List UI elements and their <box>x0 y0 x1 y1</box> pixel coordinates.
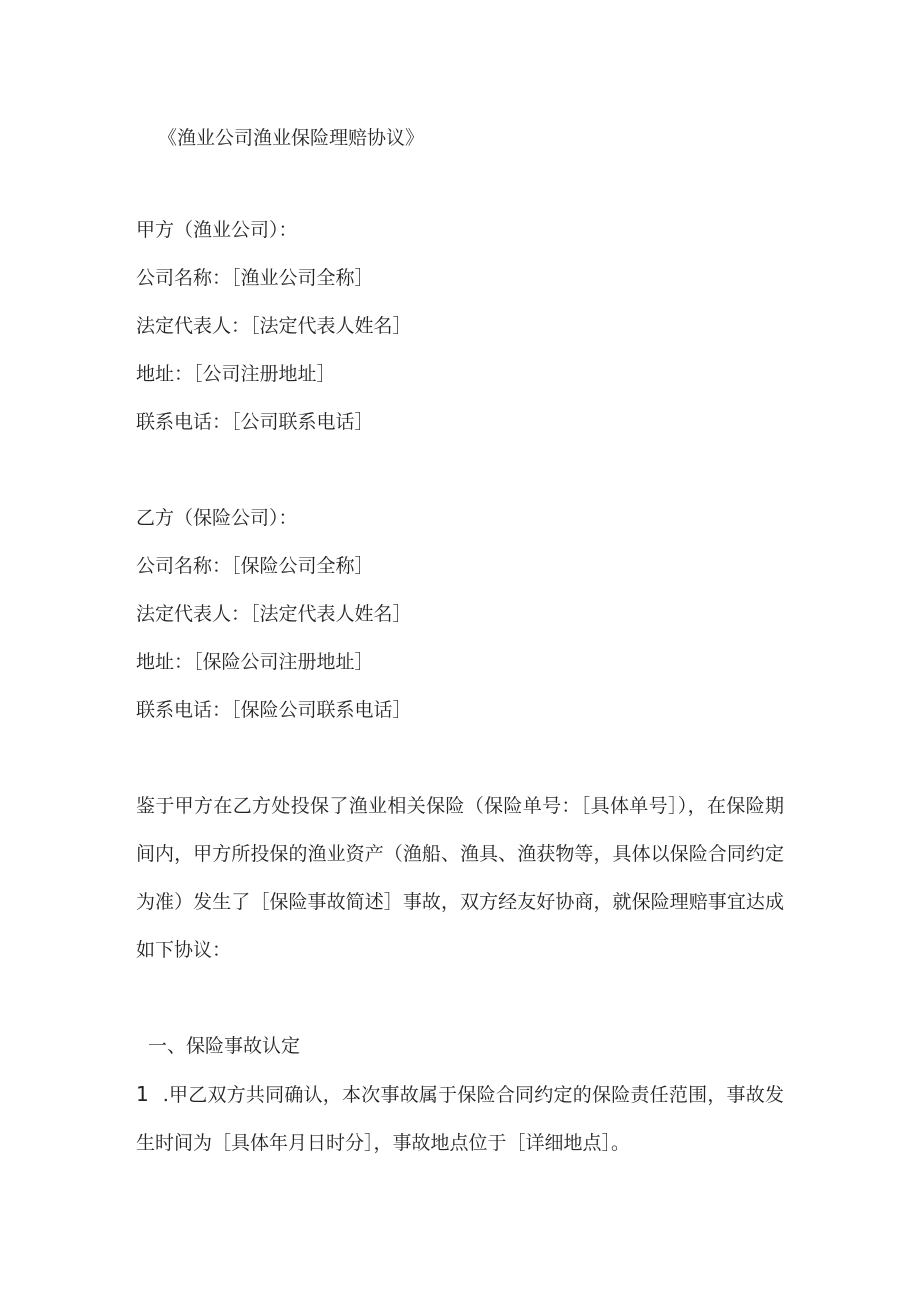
item-text: .甲乙双方共同确认，本次事故属于保险合同约定的保险责任范围，事故发生时间为［具体年月日时分］，事故地点位于［详细地点］。 <box>136 1084 784 1154</box>
party-b-phone: 联系电话：［保险公司联系电话］ <box>136 699 412 721</box>
party-a-heading: 甲方（渔业公司）： <box>136 219 298 241</box>
party-a-legal-rep: 法定代表人：［法定代表人姓名］ <box>136 315 412 337</box>
document-title: 《渔业公司渔业保险理赔协议》 <box>158 127 425 149</box>
party-b-company-name: 公司名称：［保险公司全称］ <box>136 555 374 577</box>
item-number: 1 <box>136 1082 149 1106</box>
preamble-paragraph: 鉴于甲方在乙方处投保了渔业相关保险（保险单号：［具体单号］），在保险期间内，甲方所投保的渔业资产（渔船、渔具、渔获物等，具体以保险合同约定为准）发生了［保险事故简述］事故，双方经友好协商，就保险理赔事宜达成如下协议： <box>136 795 784 961</box>
party-a-company-name: 公司名称：［渔业公司全称］ <box>136 267 374 289</box>
party-b-legal-rep: 法定代表人：［法定代表人姓名］ <box>136 603 412 625</box>
section-1-item-1 <box>136 1070 784 1167</box>
party-b-address: 地址：［保险公司注册地址］ <box>136 651 374 673</box>
party-a-address: 地址：［公司注册地址］ <box>136 363 336 385</box>
party-b-heading: 乙方（保险公司）： <box>136 507 298 529</box>
party-a-phone: 联系电话：［公司联系电话］ <box>136 411 374 433</box>
section-1-heading: 一、保险事故认定 <box>148 1035 301 1057</box>
